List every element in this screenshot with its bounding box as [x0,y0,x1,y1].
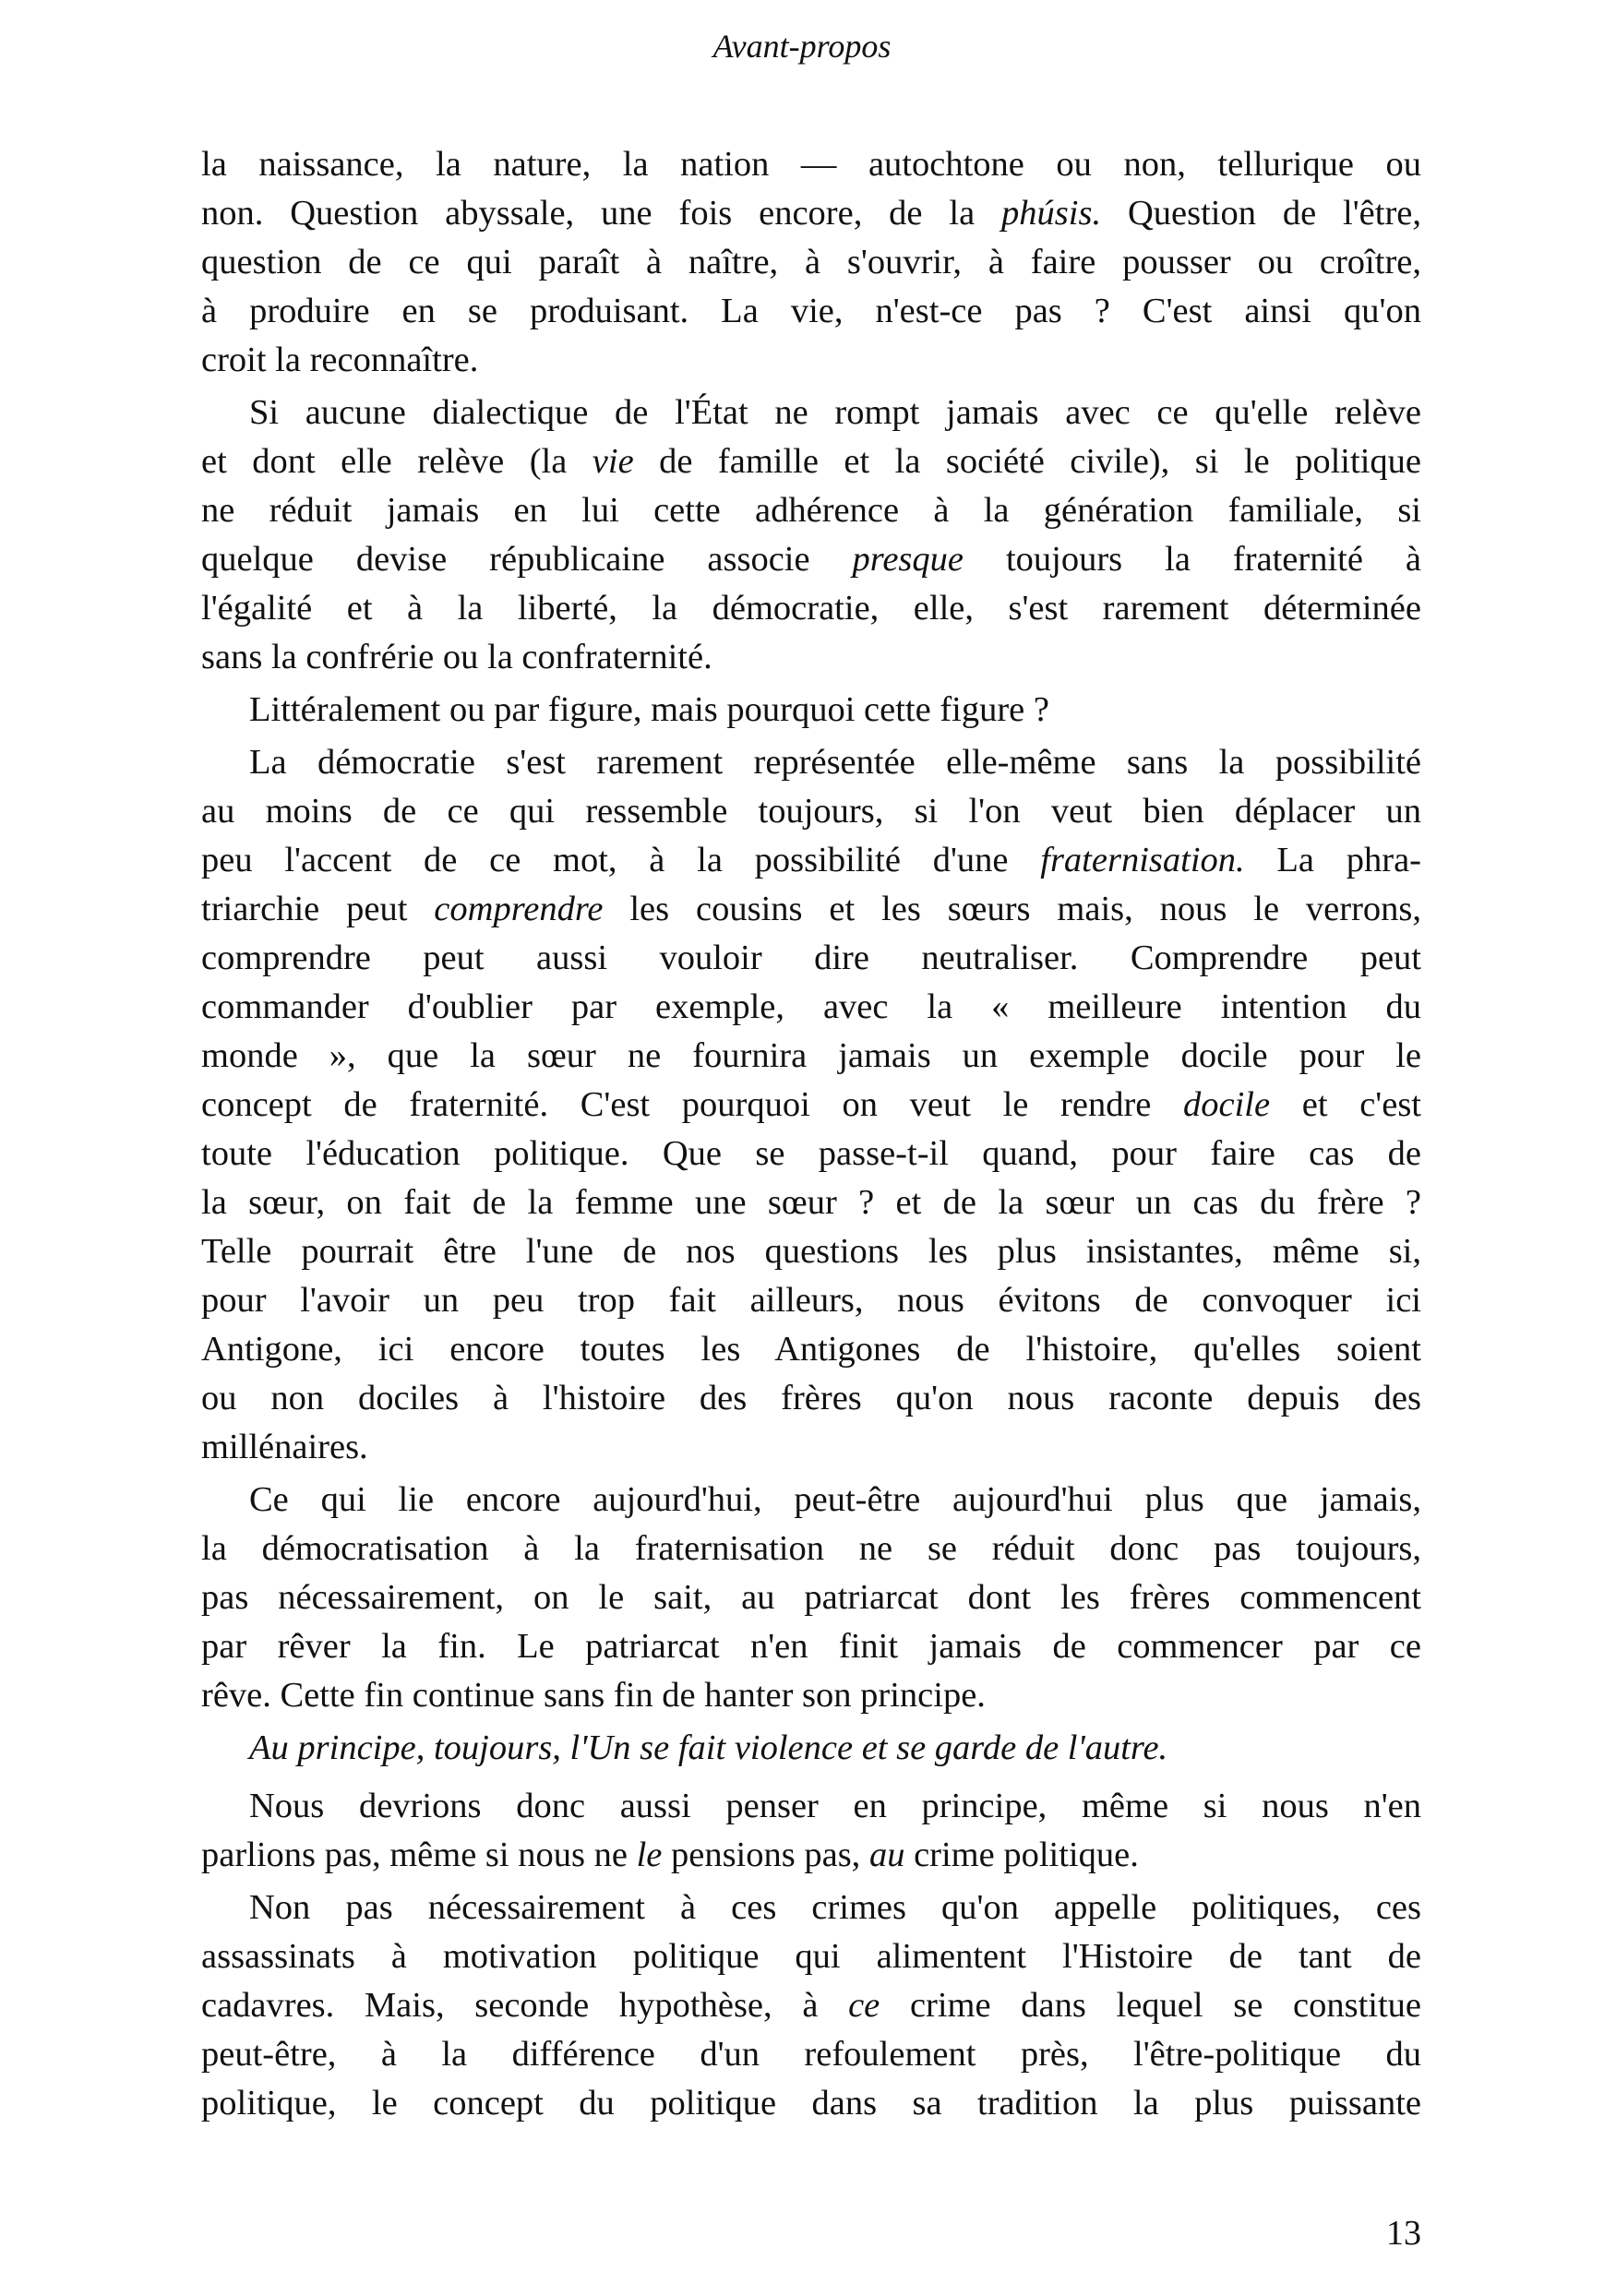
text-line: question de ce qui paraît à naître, à s'ouvrir, à faire pousser ou croître, [201,243,1421,281]
text-line [201,836,1421,885]
paragraph [201,1883,1421,2128]
text-line: la naissance, la nature, la nation — autochtone ou non, tellurique ou [201,145,1421,184]
text-line: comprendre peut aussi vouloir dire neutraliser. Comprendre peut [201,939,1421,977]
text-run: toujours la fraternité à [964,540,1421,579]
text-line: à produire en se produisant. La vie, n'est-ce pas ? C'est ainsi qu'on [201,292,1421,330]
text-line-italic: Au principe, toujours, l'Un se fait violence et se garde de l'autre. [249,1728,1168,1767]
text-run: peu l'accent de ce mot, à la possibilité d'une [201,841,1041,879]
text-run: crime politique. [904,1836,1139,1874]
text-line: sans la confrérie ou la confraternité. [201,638,712,676]
text-line: rêve. Cette fin continue sans fin de hanter son principe. [201,1676,986,1715]
text-run: La phra- [1244,841,1421,879]
text-line: toute l'éducation politique. Que se passe-t-il quand, pour faire cas de [201,1134,1421,1173]
text-line: pas nécessairement, on le sait, au patriarcat dont les frères commencent [201,1578,1421,1617]
text-line: Nous devrions donc aussi penser en principe, même si nous n'en [249,1787,1421,1825]
text-line [201,1981,1421,2030]
text-line: l'égalité et à la liberté, la démocratie, elle, s'est rarement déterminée [201,589,1421,628]
paragraph [201,140,1421,385]
text-line [201,535,1421,584]
text-line: La démocratie s'est rarement représentée elle-même sans la possibilité [249,743,1421,782]
text-line [201,437,1421,486]
paragraph [201,1724,1421,1773]
paragraph [201,738,1421,1472]
text-run: triarchie peut [201,890,435,928]
text-line: commander d'oublier par exemple, avec la « meilleure intention du [201,987,1421,1026]
text-line [201,189,1421,238]
italic-term: phúsis. [1001,194,1102,233]
paragraph [201,1782,1421,1880]
paragraph [201,389,1421,682]
text-line: peut-être, à la différence d'un refoulement près, l'être-politique du [201,2035,1421,2074]
text-run: crime dans lequel se constitue [880,1986,1421,2025]
text-line: la démocratisation à la fraternisation ne se réduit donc pas toujours, [201,1529,1421,1568]
text-line: ne réduit jamais en lui cette adhérence à la génération familiale, si [201,491,1421,530]
italic-term: comprendre [434,890,604,928]
italic-term: le [636,1836,663,1874]
text-run: de famille et la société civile), si le politique [633,442,1421,481]
italic-term: presque [852,540,964,579]
page-number: 13 [1386,2214,1421,2253]
text-line: Ce qui lie encore aujourd'hui, peut-être aujourd'hui plus que jamais, [249,1480,1421,1519]
text-line: Non pas nécessairement à ces crimes qu'on appelle politiques, ces [249,1888,1421,1927]
text-line: Littéralement ou par figure, mais pourquoi cette figure ? [249,690,1049,729]
main-text-block-2 [201,1782,1421,2128]
text-line [201,1831,1421,1880]
text-line: croit la reconnaître. [201,341,479,379]
text-run: et dont elle relève (la [201,442,593,481]
text-line: Telle pourrait être l'une de nos questions les plus insistantes, même si, [201,1232,1421,1271]
text-run: parlions pas, même si nous ne [201,1836,637,1874]
text-line [201,885,1421,934]
italic-term: vie [592,442,634,481]
text-run: quelque devise républicaine associe [201,540,853,579]
text-line [201,1081,1421,1130]
text-run: concept de fraternité. C'est pourquoi on veut le rendre [201,1085,1184,1124]
text-run: pensions pas, [662,1836,869,1874]
text-line: Si aucune dialectique de l'État ne rompt jamais avec ce qu'elle relève [249,393,1421,432]
text-line: millénaires. [201,1428,368,1466]
text-line: par rêver la fin. Le patriarcat n'en finit jamais de commencer par ce [201,1627,1421,1666]
italic-term: fraternisation. [1040,841,1245,879]
text-line: ou non dociles à l'histoire des frères qu'on nous raconte depuis des [201,1379,1421,1417]
italic-term: docile [1183,1085,1271,1124]
paragraph [201,1476,1421,1720]
italic-term: ce [848,1986,880,2025]
text-run: non. Question abyssale, une fois encore, de la [201,194,1002,233]
text-line: assassinats à motivation politique qui alimentent l'Histoire de tant de [201,1937,1421,1976]
text-run: Question de l'être, [1101,194,1421,233]
text-line: la sœur, on fait de la femme une sœur ? et de la sœur un cas du frère ? [201,1183,1421,1222]
italic-term: au [868,1836,905,1874]
text-run: cadavres. Mais, seconde hypothèse, à [201,1986,849,2025]
text-line: Antigone, ici encore toutes les Antigones de l'histoire, qu'elles soient [201,1330,1421,1369]
text-run: les cousins et les sœurs mais, nous le verrons, [603,890,1422,928]
text-line: politique, le concept du politique dans sa tradition la plus puissante [201,2084,1421,2123]
main-text-block [201,140,1421,1773]
text-line: au moins de ce qui ressemble toujours, si l'on veut bien déplacer un [201,792,1421,831]
text-run: et c'est [1270,1085,1422,1124]
paragraph [201,686,1421,735]
running-head: Avant-propos [712,28,892,65]
text-line: monde », que la sœur ne fournira jamais un exemple docile pour le [201,1036,1421,1075]
text-line: pour l'avoir un peu trop fait ailleurs, nous évitons de convoquer ici [201,1281,1421,1320]
